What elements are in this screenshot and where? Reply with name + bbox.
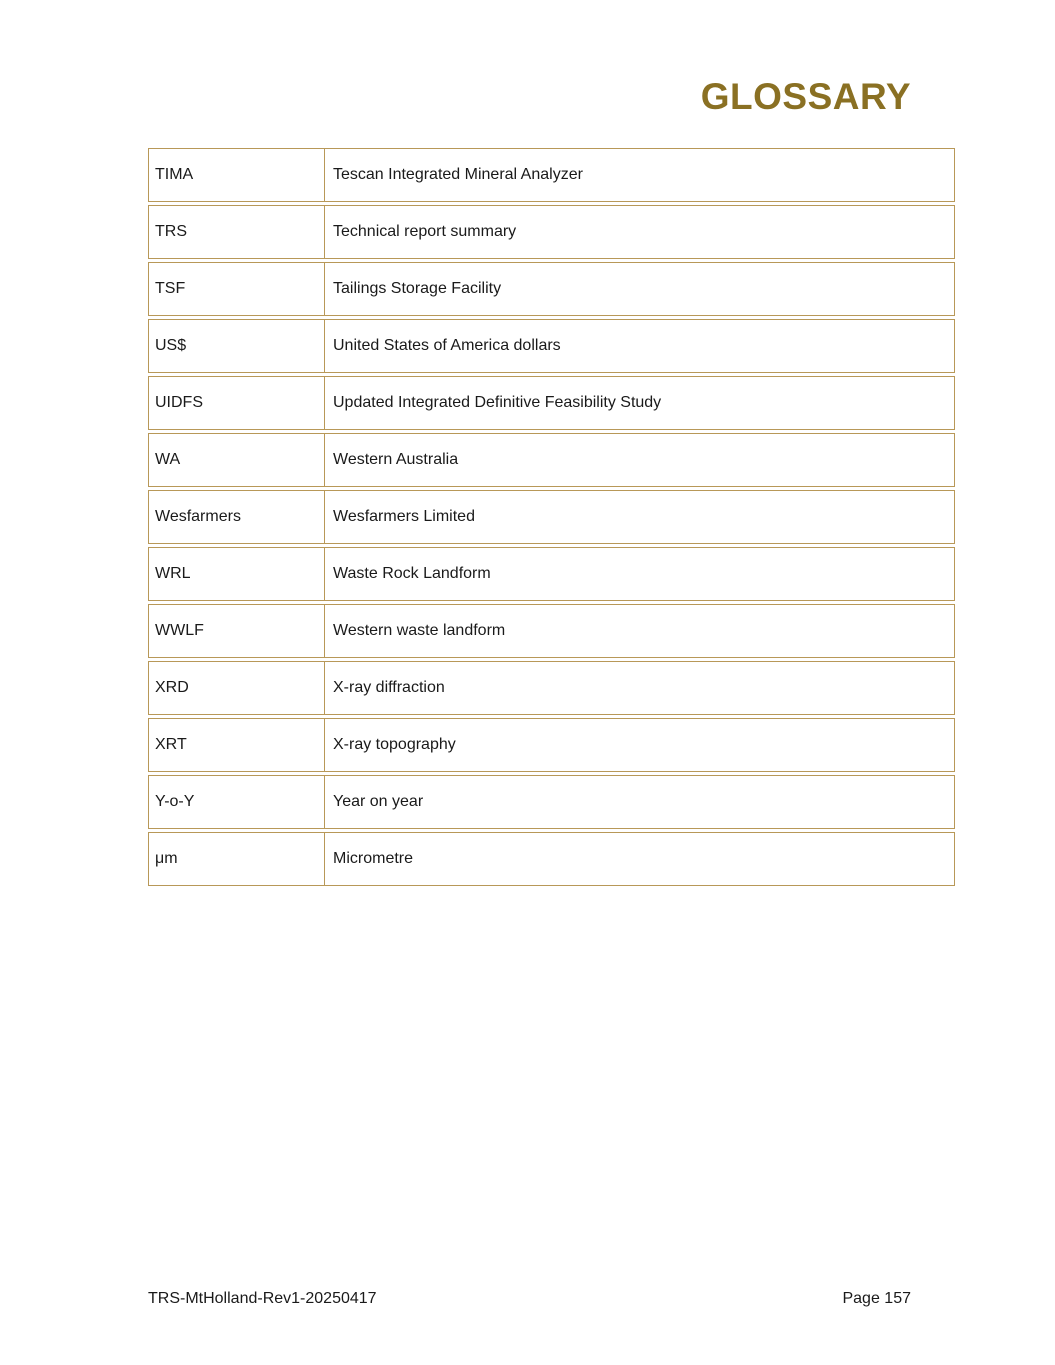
definition-cell: Western waste landform bbox=[324, 605, 954, 657]
term-cell: WRL bbox=[155, 565, 191, 582]
table-row bbox=[148, 775, 955, 829]
table-row bbox=[148, 661, 955, 715]
table-row bbox=[148, 319, 955, 373]
definition-cell: Waste Rock Landform bbox=[324, 548, 954, 600]
definition-cell: X-ray diffraction bbox=[324, 662, 954, 714]
footer-document-id: TRS-MtHolland-Rev1-20250417 bbox=[148, 1290, 377, 1307]
table-row bbox=[148, 433, 955, 487]
definition-cell: Year on year bbox=[324, 776, 954, 828]
page-title: GLOSSARY bbox=[700, 76, 911, 117]
definition-cell: Wesfarmers Limited bbox=[324, 491, 954, 543]
definition-cell: X-ray topography bbox=[324, 719, 954, 771]
table-row bbox=[148, 376, 955, 430]
term-cell: XRT bbox=[155, 736, 187, 753]
term-cell: Y-o-Y bbox=[155, 793, 195, 810]
term-cell: TRS bbox=[155, 223, 187, 240]
table-row bbox=[148, 490, 955, 544]
table-row bbox=[148, 205, 955, 259]
glossary-table bbox=[148, 148, 955, 886]
term-cell: US$ bbox=[155, 337, 187, 354]
table-row bbox=[148, 547, 955, 601]
definition-cell: Tailings Storage Facility bbox=[324, 263, 954, 315]
term-cell: Wesfarmers bbox=[155, 508, 241, 525]
footer-page-number: Page 157 bbox=[842, 1290, 911, 1307]
definition-cell: Technical report summary bbox=[324, 206, 954, 258]
term-cell: XRD bbox=[155, 679, 189, 696]
table-row bbox=[148, 262, 955, 316]
table-row bbox=[148, 718, 955, 772]
definition-cell: Updated Integrated Definitive Feasibility Study bbox=[324, 377, 954, 429]
table-row bbox=[148, 832, 955, 886]
term-cell: μm bbox=[155, 850, 178, 867]
table-row bbox=[148, 148, 955, 202]
definition-cell: Micrometre bbox=[324, 833, 954, 885]
definition-cell: United States of America dollars bbox=[324, 320, 954, 372]
definition-cell: Western Australia bbox=[324, 434, 954, 486]
page-footer bbox=[148, 1290, 911, 1308]
term-cell: WA bbox=[155, 451, 181, 468]
table-row bbox=[148, 604, 955, 658]
page-content bbox=[148, 0, 955, 889]
term-cell: UIDFS bbox=[155, 394, 203, 411]
term-cell: WWLF bbox=[155, 622, 204, 639]
term-cell: TSF bbox=[155, 280, 186, 297]
definition-cell: Tescan Integrated Mineral Analyzer bbox=[324, 149, 954, 201]
term-cell: TIMA bbox=[155, 166, 194, 183]
